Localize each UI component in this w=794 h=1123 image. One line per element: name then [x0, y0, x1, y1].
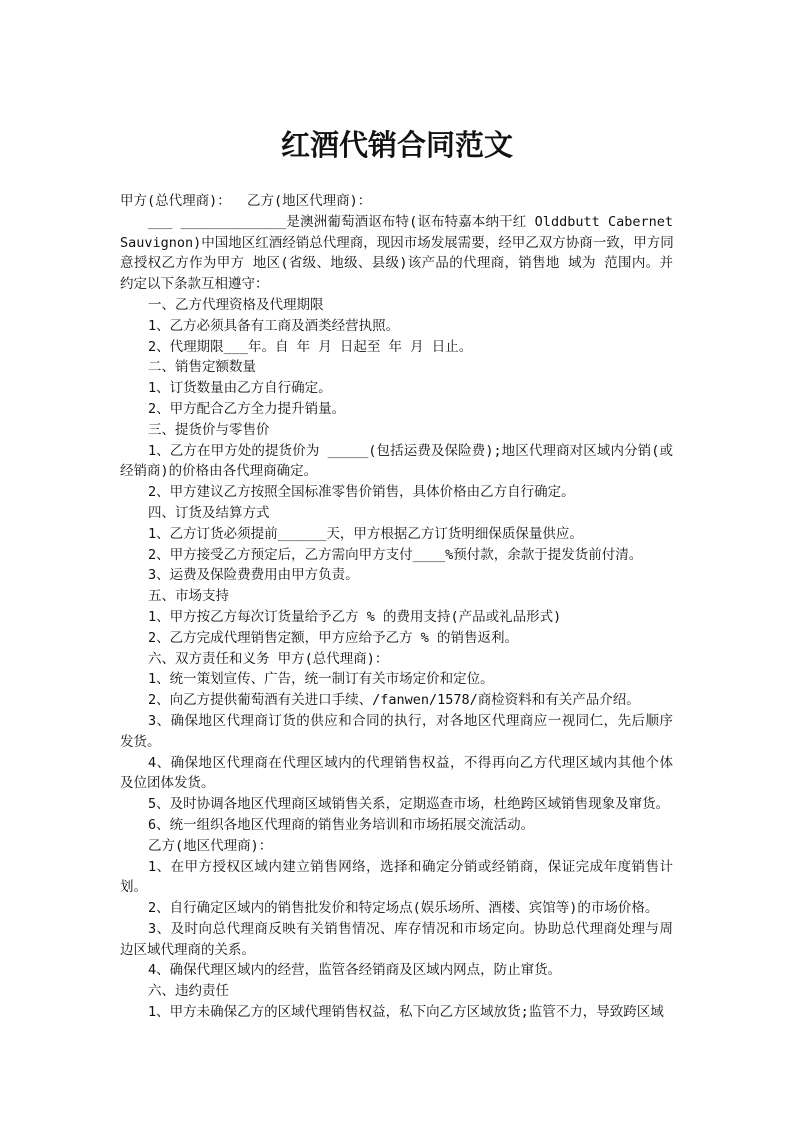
- paragraph: [120, 545, 673, 566]
- text-line: 一、乙方代理资格及代理期限: [148, 296, 324, 313]
- text-line: 2、自行确定区域内的销售批发价和特定场点(娱乐场所、酒楼、宾馆等)的市场价格。: [148, 900, 659, 917]
- text-line: 意授权乙方作为甲方 地区(省级、地级、县级)该产品的代理商，销售地 域为 范围内。并: [120, 255, 673, 272]
- paragraph: [120, 524, 673, 545]
- text-line: 2、甲方配合乙方全力提升销量。: [148, 400, 346, 417]
- text-line: 1、乙方必须具备有工商及酒类经营执照。: [148, 317, 400, 334]
- paragraph: [120, 441, 673, 483]
- text-line: 发货。: [120, 733, 161, 750]
- text-line: 4、确保代理区域内的经营，监管各经销商及区域内网点，防止窜货。: [148, 962, 562, 979]
- paragraph: [120, 316, 673, 337]
- text-line: 四、订货及结算方式: [148, 504, 270, 521]
- paragraph: [120, 981, 673, 1002]
- text-line: 1、在甲方授权区域内建立销售网络，选择和确定分销或经销商，保证完成年度销售计: [148, 858, 673, 875]
- paragraph: [120, 836, 673, 857]
- paragraph: [120, 919, 673, 961]
- paragraph: [120, 669, 673, 690]
- paragraph: [120, 628, 673, 649]
- text-line: 2、向乙方提供葡萄酒有关进口手续、/fanwen/1578/商检资料和有关产品介绍。: [148, 692, 640, 709]
- paragraph: [120, 503, 673, 524]
- text-line: 1、统一策划宣传、广告，统一制订有关市场定价和定位。: [148, 671, 494, 688]
- text-line: 1、订货数量由乙方自行确定。: [148, 380, 332, 397]
- text-line: 2、甲方接受乙方预定后，乙方需向甲方支付____%预付款，余款于提发货前付清。: [148, 546, 643, 563]
- text-line: 二、销售定额数量: [148, 359, 256, 376]
- paragraph: [120, 690, 673, 711]
- text-line: 及位团体发货。: [120, 775, 215, 792]
- paragraph: [120, 649, 673, 670]
- text-line: 3、及时向总代理商反映有关销售情况、库存情况和市场定向。协助总代理商处理与周: [148, 920, 673, 937]
- text-line: 六、双方责任和义务 甲方(总代理商)：: [148, 650, 389, 667]
- text-line: 边区域代理商的关系。: [120, 941, 255, 958]
- paragraph: [120, 607, 673, 628]
- text-line: 3、确保地区代理商订货的供应和合同的执行，对各地区代理商应一视同仁，先后顺序: [148, 712, 673, 729]
- parties-line: 甲方(总代理商)： 乙方(地区代理商)：: [120, 193, 372, 209]
- paragraph: [120, 337, 673, 358]
- text-line: 经销商)的价格由各代理商确定。: [120, 463, 318, 480]
- text-line: 4、确保地区代理商在代理区域内的代理销售权益，不得再向乙方代理区域内其他个体: [148, 754, 673, 771]
- paragraph: [120, 295, 673, 316]
- text-line: 6、统一组织各地区代理商的销售业务培训和市场拓展交流活动。: [148, 816, 535, 833]
- paragraph: [120, 212, 673, 295]
- doc-body: [120, 191, 673, 1023]
- doc-title: 红酒代销合同范文: [280, 128, 513, 162]
- text-line: 三、提货价与零售价: [148, 421, 270, 438]
- paragraph: [120, 357, 673, 378]
- text-line: 1、甲方按乙方每次订货量给予乙方 % 的费用支持(产品或礼品形式): [148, 608, 562, 625]
- text-line: 约定以下条款互相遵守：: [120, 276, 269, 293]
- text-line: 1、乙方在甲方处的提货价为 _____(包括运费及保险费);地区代理商对区域内分销(或: [148, 442, 673, 459]
- paragraph: [120, 565, 673, 586]
- text-line: ___ _____________是澳洲葡萄酒讴布特(讴布特嘉本纳干红 Olddbutt Cabernet: [148, 213, 673, 230]
- paragraph: [120, 794, 673, 815]
- paragraph: [120, 815, 673, 836]
- text-line: 2、乙方完成代理销售定额，甲方应给予乙方 % 的销售返利。: [148, 629, 519, 646]
- text-line: 五、市场支持: [148, 588, 229, 605]
- text-line: 2、代理期限___年。自 年 月 日起至 年 月 日止。: [148, 338, 473, 355]
- paragraph: [120, 378, 673, 399]
- paragraph: [120, 1002, 673, 1023]
- text-line: 六、违约责任: [148, 983, 229, 1000]
- paragraph: [120, 898, 673, 919]
- paragraph: [120, 857, 673, 899]
- paragraph: [120, 399, 673, 420]
- paragraph: [120, 753, 673, 795]
- text-line: 3、运费及保险费费用由甲方负责。: [148, 567, 359, 584]
- paragraph: [120, 960, 673, 981]
- paragraph: [120, 586, 673, 607]
- paragraph: [120, 482, 673, 503]
- paragraph: [120, 711, 673, 753]
- text-line: 乙方(地区代理商)：: [148, 837, 273, 854]
- paragraph: [120, 420, 673, 441]
- text-line: 划。: [120, 879, 147, 896]
- text-line: 2、甲方建议乙方按照全国标准零售价销售，具体价格由乙方自行确定。: [148, 484, 575, 501]
- text-line: 1、甲方未确保乙方的区域代理销售权益，私下向乙方区域放货;监管不力，导致跨区域: [148, 1004, 664, 1021]
- text-line: 1、乙方订货必须提前______天，甲方根据乙方订货明细保质保量供应。: [148, 525, 583, 542]
- text-line: 5、及时协调各地区代理商区域销售关系，定期巡查市场，杜绝跨区域销售现象及窜货。: [148, 796, 670, 813]
- text-line: Sauvignon)中国地区红酒经销总代理商，现因市场发展需要，经甲乙双方协商一致，甲方同: [120, 234, 674, 251]
